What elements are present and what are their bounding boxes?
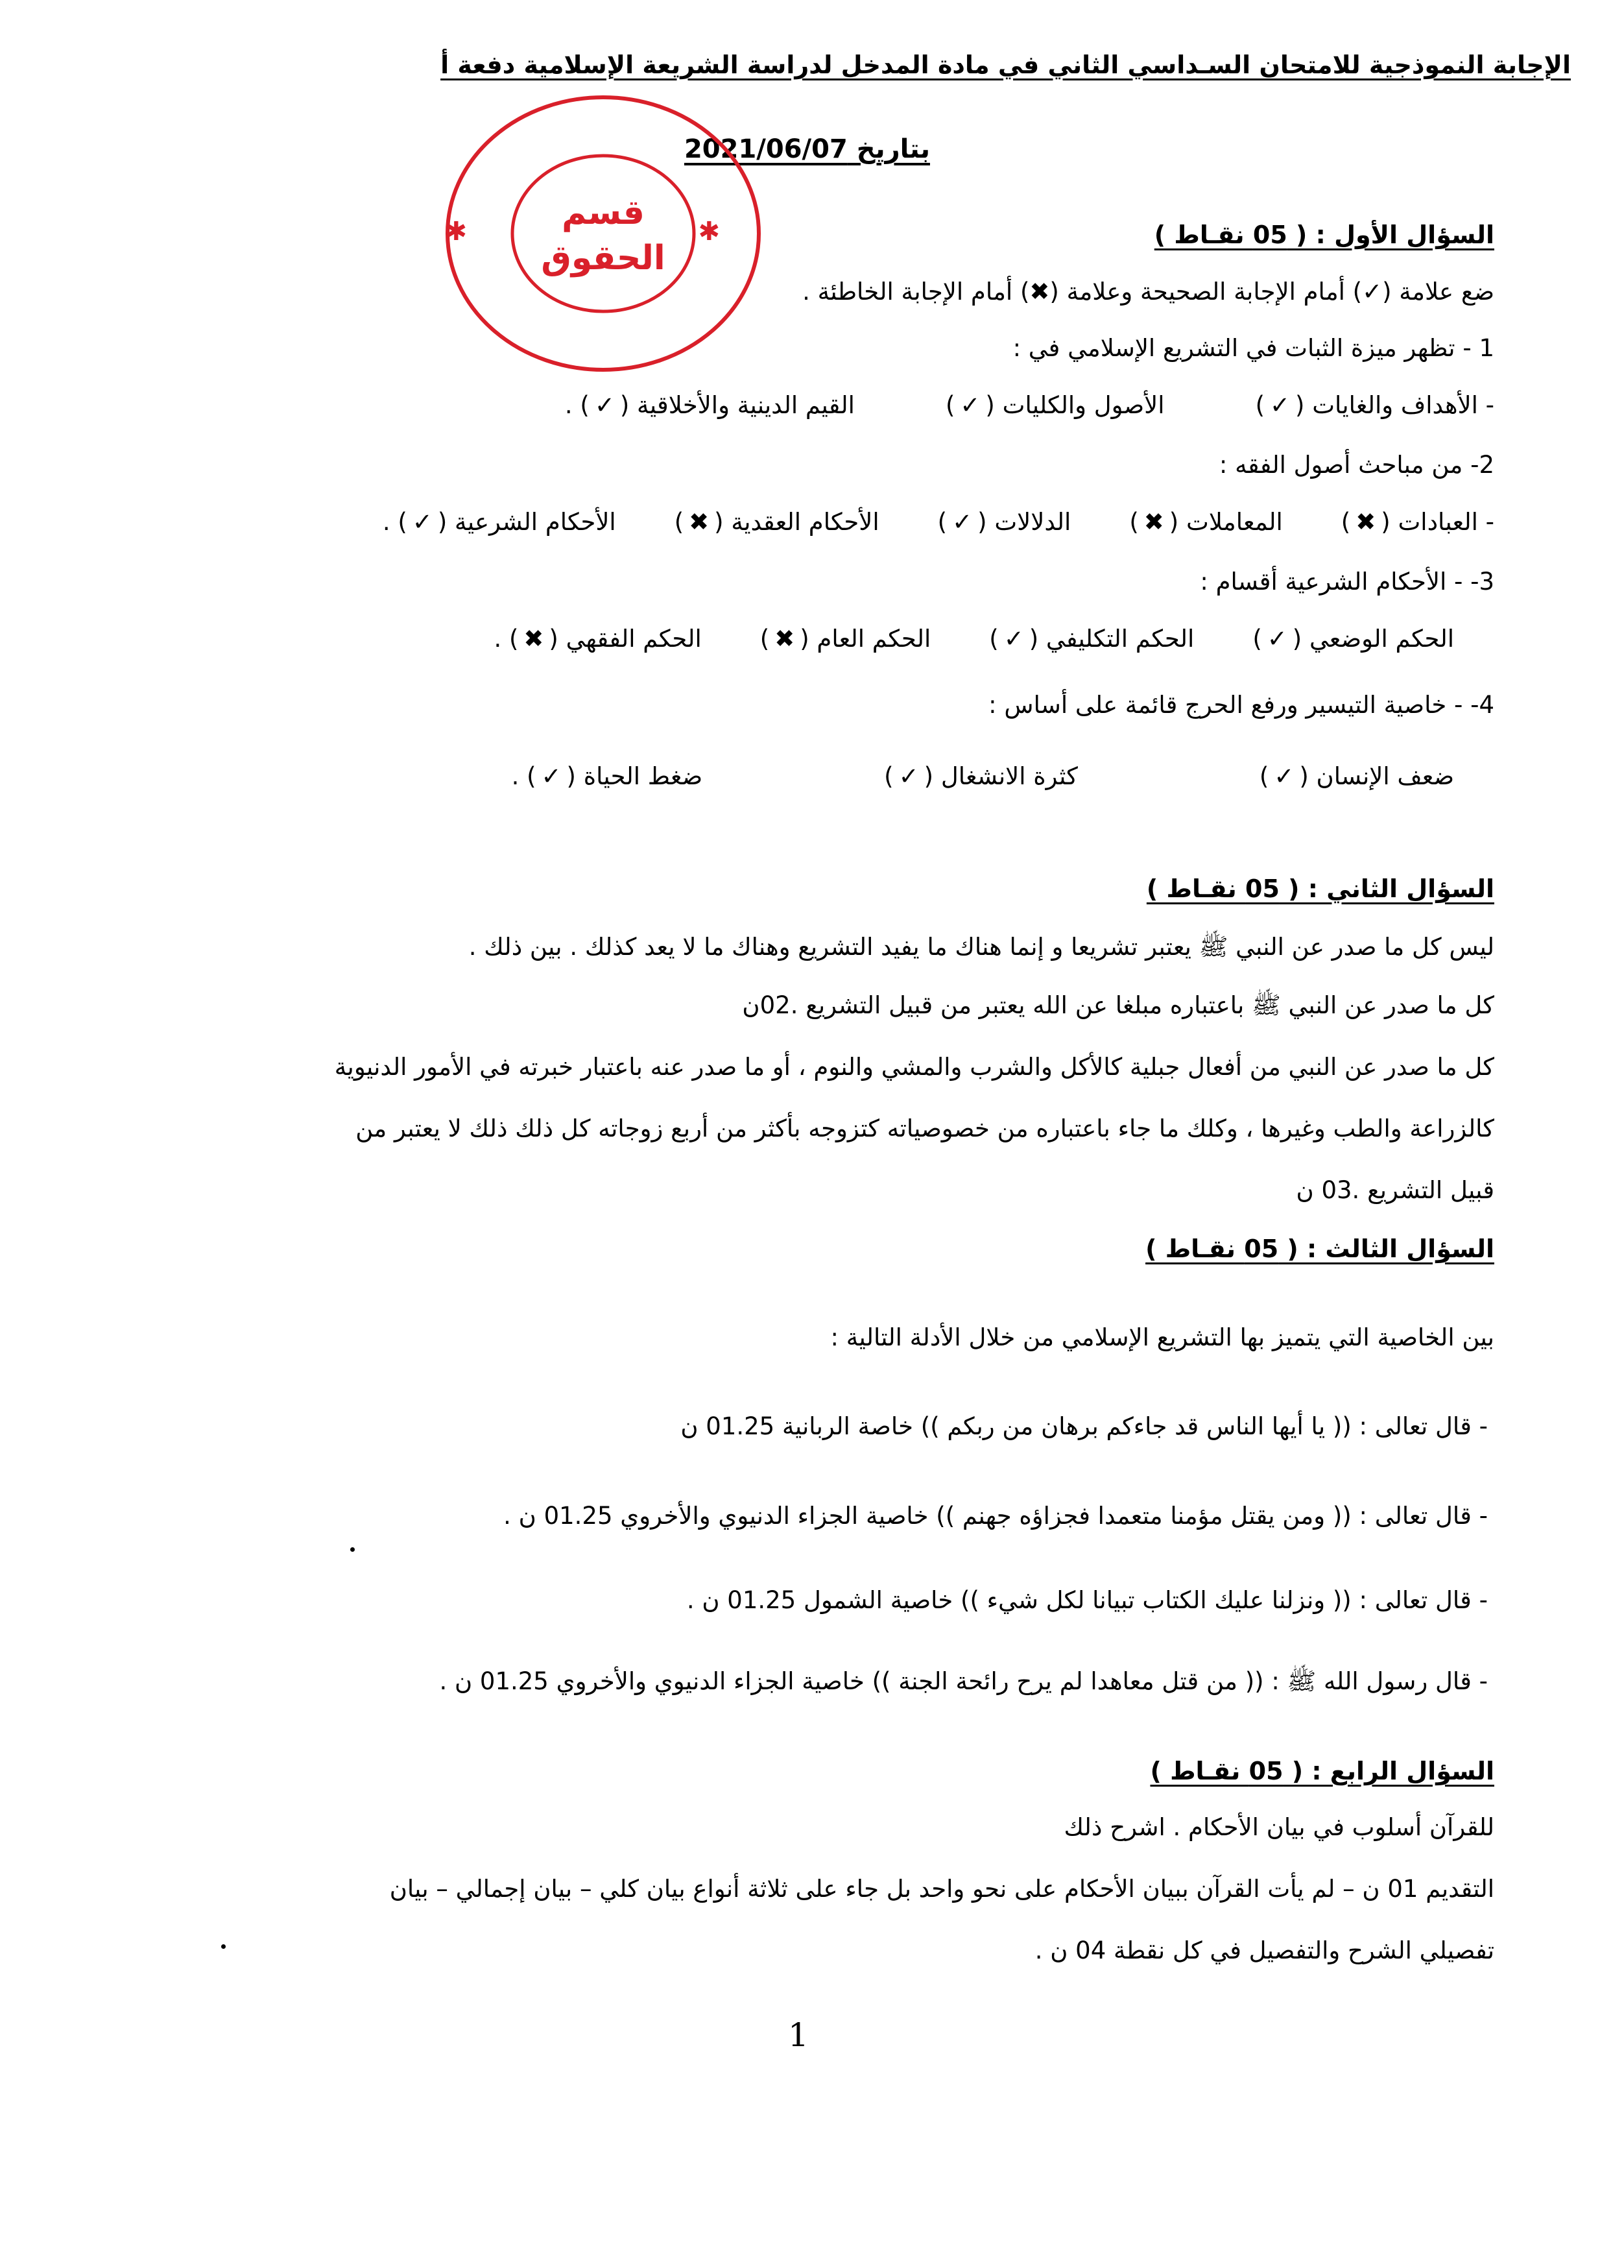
q1-item3-stem: 3- - الأحكام الشرعية أقسام : [1200, 568, 1494, 596]
cross-mark-icon: ✖ [774, 625, 795, 653]
option-label: - الأهداف والغايات [1312, 391, 1494, 419]
option-label: الحكم الوضعي [1309, 625, 1454, 653]
q4-question: للقرآن أسلوب في بيان الأحكام . اشرح ذلك [1064, 1813, 1494, 1841]
q2-answer-line: قبيل التشريع .03 ن [1296, 1176, 1494, 1204]
page-number: 1 [788, 2016, 809, 2054]
official-stamp [441, 91, 765, 376]
scan-speck [350, 1547, 355, 1552]
q1-item3-options: الحكم الوضعي (✓)الحكم التكليفي (✓)الحكم العام (✖)الحكم الفقهي (✖) . [494, 625, 1454, 653]
option-label: الأحكام العقدية [731, 508, 879, 536]
q3-item: - قال تعالى : (( ونزلنا عليك الكتاب تبيانا لكل شيء )) خاصية الشمول 01.25 ن . [686, 1586, 1488, 1614]
option-label: الأصول والكليات [1002, 391, 1165, 419]
q1-item4-options: ضعف الإنسان (✓)كثرة الانشغال (✓)ضغط الحياة (✓) . [511, 762, 1454, 790]
option-label: المعاملات [1186, 508, 1283, 536]
q1-heading: السؤال الأول : ( 05 نقـاط ) [1154, 221, 1494, 249]
cross-mark-icon: ✖ [523, 625, 544, 653]
check-mark-icon: ✓ [1274, 762, 1295, 790]
option-label: الحكم العام [817, 625, 931, 653]
q2-answer-line: كالزراعة والطب وغيرها ، وكلك ما جاء باعتباره من خصوصياته كتزوجه بأكثر من أربع زوجاته كل ذلك ذلك لا يعتبر من [355, 1115, 1494, 1142]
stamp-ring-text [441, 91, 453, 96]
q4-heading: السؤال الرابع : ( 05 نقـاط ) [1150, 1757, 1494, 1785]
q1-instruction: ضع علامة (✓) أمام الإجابة الصحيحة وعلامة (✖) أمام الإجابة الخاطئة . [802, 278, 1494, 306]
check-mark-icon: ✓ [1270, 391, 1291, 419]
scan-speck [221, 1944, 226, 1949]
check-mark-icon: ✓ [594, 391, 615, 419]
document-date: بتاريخ 2021/06/07 [684, 134, 930, 164]
option-label: - العبادات [1398, 508, 1494, 536]
q4-answer-line: تفصيلي الشرح والتفصيل في كل نقطة 04 ن . [1034, 1936, 1494, 1964]
q1-item2-stem: 2- من مباحث أصول الفقه : [1219, 451, 1494, 479]
option-label: ضغط الحياة [583, 762, 703, 790]
stamp-star-icon: ✱ [698, 217, 720, 247]
q1-item1-options: - الأهداف والغايات (✓)الأصول والكليات (✓)القيم الدينية والأخلاقية (✓) . [564, 391, 1494, 419]
q3-question: بين الخاصية التي يتميز بها التشريع الإسلامي من خلال الأدلة التالية : [830, 1323, 1494, 1351]
check-mark-icon: ✓ [1003, 625, 1024, 653]
option-label: الحكم التكليفي [1045, 625, 1195, 653]
check-mark-icon: ✓ [541, 762, 562, 790]
q3-item: - قال رسول الله ﷺ : (( من قتل معاهدا لم يرح رائحة الجنة )) خاصية الجزاء الدنيوي والأخروي 01.25 ن . [439, 1667, 1488, 1695]
option-label: الحكم الفقهي [566, 625, 702, 653]
option-label: الدلالات [994, 508, 1071, 536]
cross-mark-icon: ✖ [1355, 508, 1376, 536]
q2-question: ليس كل ما صدر عن النبي ﷺ يعتبر تشريعا و إنما هناك ما يفيد التشريع وهناك ما لا يعد كذلك . بين ذلك . [468, 933, 1494, 961]
cross-mark-icon: ✖ [689, 508, 710, 536]
q3-item: - قال تعالى : (( ومن يقتل مؤمنا متعمدا فجزاؤه جهنم )) خاصية الجزاء الدنيوي والأخروي 01.25 ن . [503, 1502, 1488, 1530]
q1-item1-stem: 1 - تظهر ميزة الثبات في التشريع الإسلامي في : [1012, 334, 1494, 362]
q1-item2-options: - العبادات (✖)المعاملات (✖)الدلالات (✓)الأحكام العقدية (✖)الأحكام الشرعية (✓) . [382, 508, 1494, 536]
q3-item: - قال تعالى : (( يا أيها الناس قد جاءكم برهان من ربكم )) خاصة الربانية 01.25 ن [680, 1412, 1488, 1440]
q2-answer-line: كل ما صدر عن النبي من أفعال جبلية كالأكل والشرب والمشي والنوم ، أو ما صدر عنه باعتبار خبرته في الأمور الدنيوية [334, 1053, 1494, 1081]
stamp-center-text-1: قسم [562, 193, 645, 232]
document-title: الإجابة النموذجية للامتحان السـداسي الثاني في مادة المدخل لدراسة الشريعة الإسلامية دفعة أ [440, 51, 1571, 79]
stamp-center-text-2: الحقوق [541, 239, 665, 278]
cross-mark-icon: ✖ [1143, 508, 1164, 536]
option-label: القيم الدينية والأخلاقية [637, 391, 855, 419]
option-label: كثرة الانشغال [940, 762, 1078, 790]
q4-answer-line: التقديم 01 ن – لم يأت القرآن ببيان الأحكام على نحو واحد بل جاء على ثلاثة أنواع بيان كلي – بيان إجمالي – بيان [389, 1875, 1494, 1903]
option-label: الأحكام الشرعية [455, 508, 616, 536]
q2-answer-line: كل ما صدر عن النبي ﷺ باعتباره مبلغا عن الله يعتبر من قبيل التشريع .02ن [742, 991, 1494, 1019]
svg-text:وزارة التعليم العالي والبحث ال [441, 91, 453, 96]
option-label: ضعف الإنسان [1316, 762, 1454, 790]
check-mark-icon: ✓ [898, 762, 919, 790]
q1-item4-stem: 4- - خاصية التيسير ورفع الحرج قائمة على أساس : [988, 691, 1494, 719]
q3-heading: السؤال الثالث : ( 05 نقـاط ) [1145, 1235, 1494, 1263]
check-mark-icon: ✓ [1267, 625, 1287, 653]
check-mark-icon: ✓ [960, 391, 981, 419]
q2-heading: السؤال الثاني : ( 05 نقـاط ) [1146, 875, 1494, 903]
stamp-star-icon: ✱ [445, 217, 467, 247]
check-mark-icon: ✓ [952, 508, 973, 536]
check-mark-icon: ✓ [412, 508, 433, 536]
